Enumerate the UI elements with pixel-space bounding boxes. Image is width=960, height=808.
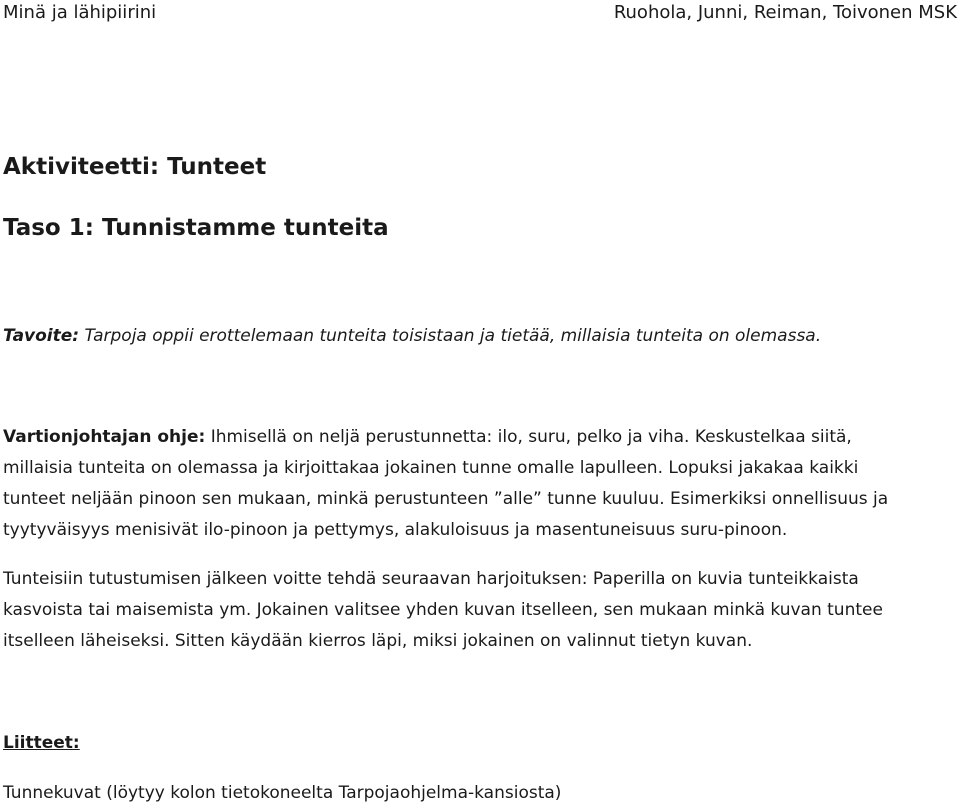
leader-line-text: Ihmisellä on neljä perustunnetta: ilo, suru, pelko ja viha. Keskustelkaa siitä, [205,427,852,447]
goal-paragraph [3,321,955,352]
leader-instructions-label: Vartionjohtajan ohje: [3,427,206,447]
page-header [3,0,957,26]
leader-instructions-paragraph [3,422,955,546]
paragraph-line [3,422,955,453]
header-title: Minä ja lähipiirini [3,2,157,23]
goal-label: Tavoite: [3,326,80,346]
attachment-item: Tunnekuvat (löytyy kolon tietokoneelta Tarpojaohjelma-kansiosta) [3,783,562,803]
level-heading: Taso 1: Tunnistamme tunteita [3,215,389,241]
follow-up-paragraph [3,564,955,657]
paragraph-line: millaisia tunteita on olemassa ja kirjoittakaa jokainen tunne omalle lapulleen. Lopuksi jakakaa kaikki [3,458,859,478]
paragraph-line: itselleen läheiseksi. Sitten käydään kierros läpi, miksi jokainen on valinnut tietyn kuvan. [3,631,753,651]
header-authors: Ruohola, Junni, Reiman, Toivonen MSK [613,2,957,23]
paragraph-line: Tunteisiin tutustumisen jälkeen voitte tehdä seuraavan harjoituksen: Paperilla on kuvia tunteikkaista [3,569,859,589]
paragraph-line: tunteet neljään pinoon sen mukaan, minkä perustunteen ”alle” tunne kuuluu. Esimerkiksi onnellisuus ja [3,489,889,509]
paragraph-line: tyytyväisyys menisivät ilo-pinoon ja pettymys, alakuloisuus ja masentuneisuus suru-pinoon. [3,520,788,540]
goal-text: Tarpoja oppii erottelemaan tunteita toisistaan ja tietää, millaisia tunteita on olemassa. [79,326,822,346]
attachments-label: Liitteet: [3,733,80,753]
paragraph-line: kasvoista tai maisemista ym. Jokainen valitsee yhden kuvan itselleen, sen mukaan minkä kuvan tuntee [3,600,883,620]
activity-heading: Aktiviteetti: Tunteet [3,154,267,180]
